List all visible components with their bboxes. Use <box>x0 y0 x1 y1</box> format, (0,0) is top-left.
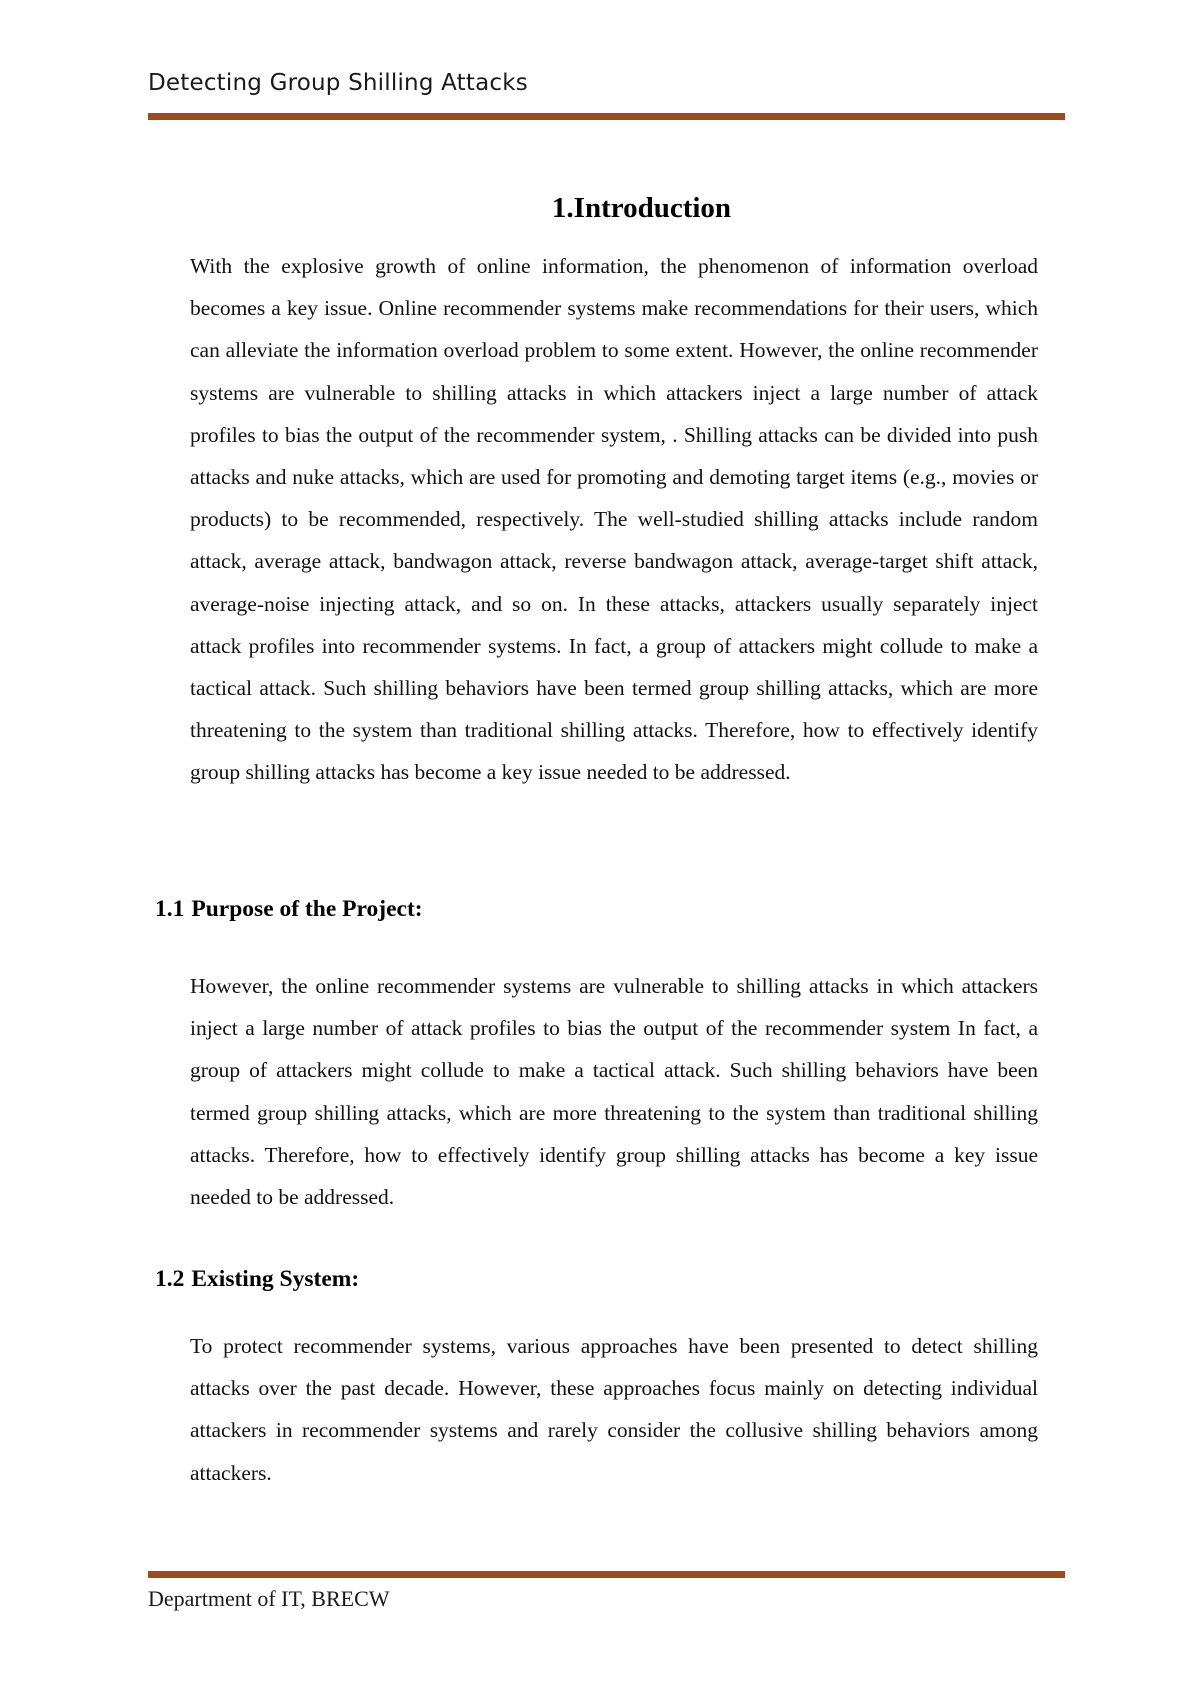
purpose-paragraph: However, the online recommender systems are vulnerable to shilling attacks in which attackers inject a large number of attack profiles to bias the output of the recommender system In fact, a group of attackers might collude to make a tactical attack. Such shilling behaviors have been termed group shilling attacks, which are more threatening to the system than traditional shilling attacks. Therefore, how to effectively identify group shilling attacks has become a key issue needed to be addressed. <box>190 974 1038 1210</box>
running-footer: Department of IT, BRECW <box>148 1586 390 1611</box>
header-divider <box>148 113 1065 120</box>
section-title: Existing System: <box>191 1266 360 1292</box>
running-header: Detecting Group Shilling Attacks <box>148 70 528 96</box>
section-number: 1.1 <box>155 896 185 922</box>
intro-paragraph: With the explosive growth of online information, the phenomenon of information overload becomes a key issue. Online recommender systems make recommendations for their users, which can alleviate the information overload problem to some extent. However, the online recommender systems are vulnerable to shilling attacks in which attackers inject a large number of attack profiles to bias the output of the recommender system, . Shilling attacks can be divided into push attacks and nuke attacks, which are used for promoting and demoting target items (e.g., movies or products) to be recommended, respectively. The well-studied shilling attacks include random attack, average attack, bandwagon attack, reverse bandwagon attack, average-target shift attack, average-noise injecting attack, and so on. In these attacks, attackers usually separately inject attack profiles into recommender systems. In fact, a group of attackers might collude to make a tactical attack. Such shilling behaviors have been termed group shilling attacks, which are more threatening to the system than traditional shilling attacks. Therefore, how to effectively identify group shilling attacks has become a key issue needed to be addressed. <box>190 254 1038 785</box>
section-number: 1.2 <box>155 1266 185 1292</box>
section-heading-existing <box>155 1266 359 1293</box>
footer-divider <box>148 1571 1065 1578</box>
chapter-title: 1.Introduction <box>551 192 732 225</box>
section-heading-purpose <box>155 896 423 923</box>
existing-system-paragraph: To protect recommender systems, various approaches have been presented to detect shilling attacks over the past decade. However, these approaches focus mainly on detecting individual attackers in recommender systems and rarely consider the collusive shilling behaviors among attackers. <box>190 1334 1038 1485</box>
section-title: Purpose of the Project: <box>191 896 423 922</box>
